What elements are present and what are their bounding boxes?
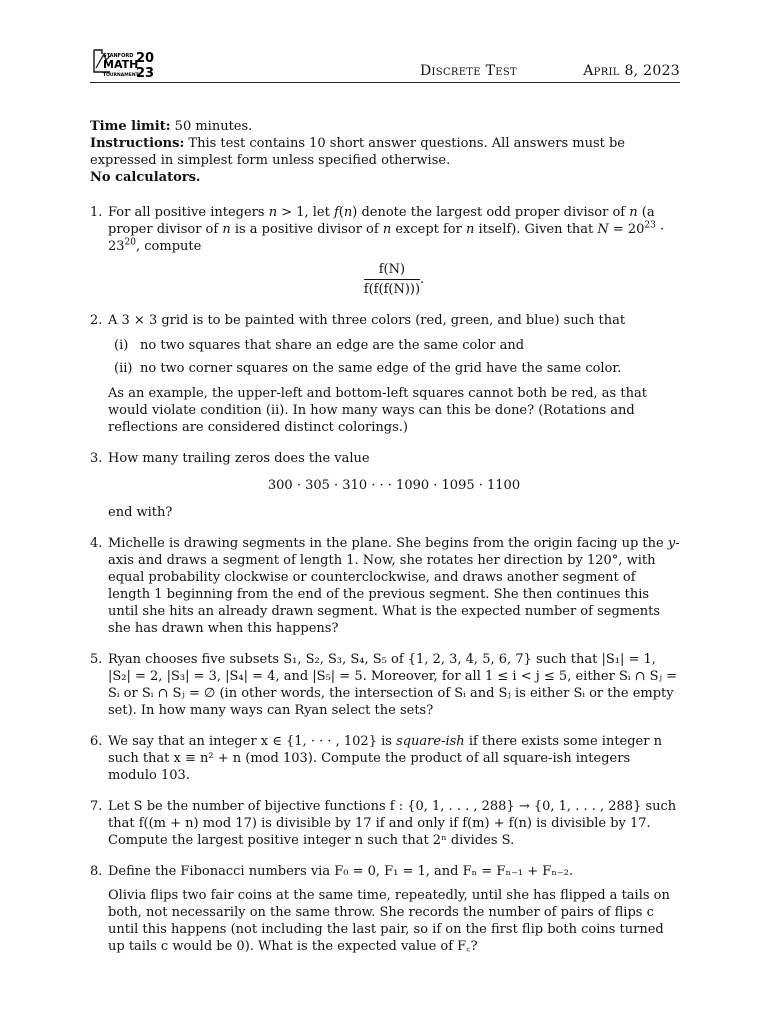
problem-8 xyxy=(90,863,680,955)
text-run: -axis and draws a segment of length 1. Now, she rotates her direction by 120°, with equal probability clockwise or counterclockwise, and draws another segment of length 1 beginning from the end of the previous segment. She then continues this until she hits an already drawn segment. What is the expected number of segments she has drawn when this happens? xyxy=(108,536,680,636)
no-calculators xyxy=(90,169,680,186)
problem-1 xyxy=(90,204,680,298)
test-title: Discrete Test xyxy=(420,63,517,79)
problem-followup: Olivia flips two fair coins at the same time, repeatedly, until she has flipped a tails on both, not necessarily on the same throw. She records the number of pairs of flips c until this happens (not including the last pair, so if on the first flip both coins turned up tails c would be 0). What is the expected value of F꜀? xyxy=(108,888,670,954)
instructions-text: This test contains 10 short answer questions. All answers must be expressed in simplest form unless specified otherwise. xyxy=(90,136,626,168)
problem-text: A 3 × 3 grid is to be painted with three colors (red, green, and blue) such that xyxy=(108,313,626,328)
term-square-ish: square-ish xyxy=(396,734,465,749)
text-run: is a positive divisor of xyxy=(230,222,383,237)
display-product: 300 · 305 · 310 · · · 1090 · 1095 · 1100 xyxy=(267,478,521,493)
logo-year-top: 20 xyxy=(136,51,155,66)
problem-5 xyxy=(90,651,680,719)
text-run: We say that an integer x ∈ {1, · · · , 102} is xyxy=(108,734,397,749)
problem-2 xyxy=(90,312,680,436)
logo-year-bottom: 23 xyxy=(136,66,155,80)
problem-text: Let S be the number of bijective functions f : {0, 1, . . . , 288} → {0, 1, . . . , 288} such that f((m + n) mod 17) is divisible by 17 if and only if f(m) + f(n) is divisible by 17. Compute the largest positive integer n such that 2ⁿ divides S. xyxy=(108,799,677,848)
problem-number: 7. xyxy=(90,799,103,814)
text-run: Michelle is drawing segments in the plane. She begins from the origin facing up the xyxy=(108,536,668,551)
problem-text: For all positive integers n > 1, let f(n) denote the largest odd proper divisor of n (a proper divisor of n is a positive divisor of n except for n itself). Given that $N = 20^{23} \cdot 23^{20}$, compute xyxy=(108,205,665,254)
problem-number: 6. xyxy=(90,734,103,749)
fraction-numerator: f(N) xyxy=(364,261,420,280)
text-run: For all positive integers xyxy=(108,205,269,220)
fraction-denominator: f(f(f(N))) xyxy=(363,282,421,297)
condition-label: (i) xyxy=(114,338,129,353)
problem-6 xyxy=(90,733,680,784)
problem-number: 5. xyxy=(90,652,103,667)
logo-line1: STANFORD xyxy=(103,53,134,59)
logo-line3: TOURNAMENT xyxy=(103,73,139,78)
problem-text xyxy=(108,733,680,784)
display-fraction: $\frac{f(N)}{f(f(f(N)))}$ . xyxy=(363,262,425,297)
problem-number: 1. xyxy=(90,205,103,220)
page-header xyxy=(90,46,680,83)
problem-4 xyxy=(90,535,680,637)
problem-followup: As an example, the upper-left and bottom-left squares cannot both be red, as that would violate condition (ii). In how many ways can this be done? (Rotations and reflections are considered distinct colorings.) xyxy=(108,386,647,435)
smt-logo xyxy=(90,46,180,80)
text-run: except for xyxy=(391,222,466,237)
text-run: > 1, let xyxy=(277,205,334,220)
time-limit xyxy=(90,118,680,135)
problem-number: 8. xyxy=(90,864,103,879)
time-limit-value: 50 minutes. xyxy=(170,119,253,134)
condition-ii xyxy=(108,360,680,377)
problem-text: How many trailing zeros does the value xyxy=(108,451,370,466)
text-run: , compute xyxy=(136,239,202,254)
logo-line2: MATH xyxy=(103,58,139,71)
condition-i xyxy=(108,337,680,354)
text-run: itself). Given that xyxy=(474,222,598,237)
condition-label: (ii) xyxy=(114,361,133,376)
problem-number: 3. xyxy=(90,451,103,466)
problem-3 xyxy=(90,450,680,521)
test-content xyxy=(90,118,680,955)
instructions-label: Instructions: xyxy=(90,136,185,151)
text-run: (a proper divisor of xyxy=(108,205,655,237)
no-calculators-text: No calculators. xyxy=(90,170,201,185)
problem-text: Define the Fibonacci numbers via F₀ = 0, F₁ = 1, and Fₙ = Fₙ₋₁ + Fₙ₋₂. xyxy=(108,864,574,879)
problem-number: 4. xyxy=(90,536,103,551)
problem-number: 2. xyxy=(90,313,103,328)
condition-text: no two squares that share an edge are the same color and xyxy=(140,338,525,353)
time-limit-label: Time limit: xyxy=(90,119,171,134)
instructions xyxy=(90,135,680,169)
problem-text: Michelle is drawing segments in the plane. She begins from the origin facing up the y-axis and draws a segment of length 1. Now, she rotates her direction by 120°, with equal probability clockwise or counterclockwise, and draws another segment of length 1 beginning from the end of the previous segment. She then continues this until she hits an already drawn segment. What is the expected number of segments she has drawn when this happens? xyxy=(108,536,680,636)
problem-7 xyxy=(90,798,680,849)
problem-text: Ryan chooses five subsets S₁, S₂, S₃, S₄, S₅ of {1, 2, 3, 4, 5, 6, 7} such that |S₁| = 1, |S₂| = 2, |S₃| = 3, |S₄| = 4, and |S₅| = 5. Moreover, for all 1 ≤ i < j ≤ 5, either Sᵢ ∩ Sⱼ = Sᵢ or Sᵢ ∩ Sⱼ = ∅ (in other words, the intersection of Sᵢ and Sⱼ is either Sᵢ or the empty set). In how many ways can Ryan select the sets? xyxy=(108,652,677,718)
problem-followup: end with? xyxy=(108,505,173,520)
condition-text: no two corner squares on the same edge of the grid have the same color. xyxy=(140,361,622,376)
test-date: April 8, 2023 xyxy=(583,63,680,79)
text-run: if there exists some integer n such that x ≡ n² + n (mod 103). Compute the product of all square-ish integers modulo 103. xyxy=(108,734,662,783)
text-run: denote the largest odd proper divisor of xyxy=(357,205,630,220)
